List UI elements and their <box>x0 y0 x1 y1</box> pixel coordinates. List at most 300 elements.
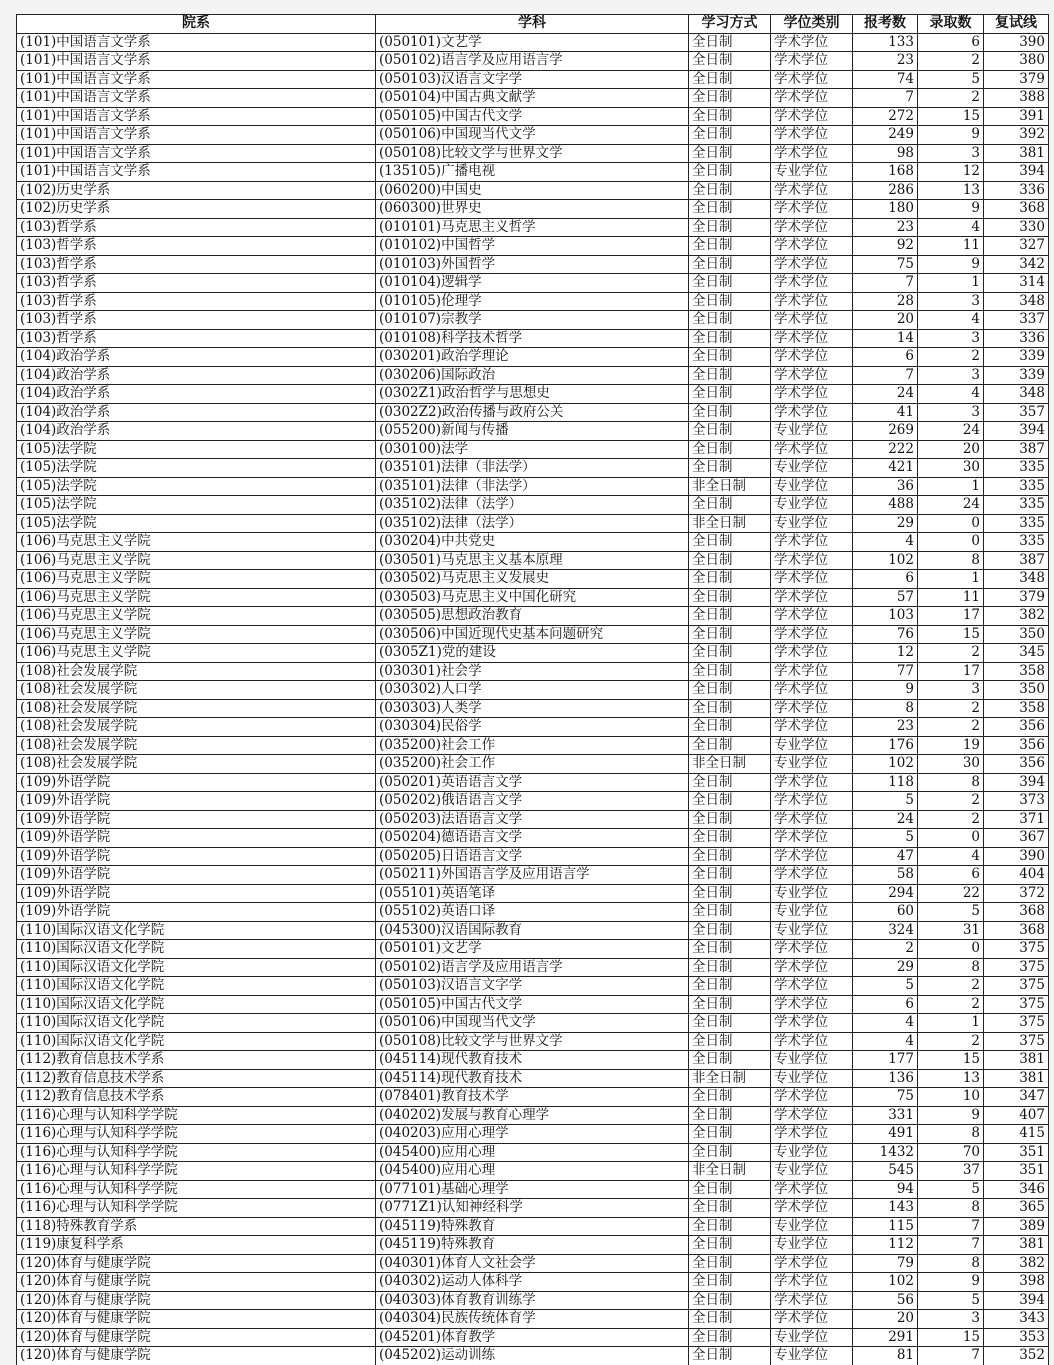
cell-applicants: 102 <box>853 1273 918 1292</box>
cell-degree-type: 学术学位 <box>771 329 853 348</box>
cell-cutoff: 387 <box>984 440 1049 459</box>
cell-subject: (030301)社会学 <box>376 662 689 681</box>
cell-degree-type: 专业学位 <box>771 903 853 922</box>
cell-cutoff: 368 <box>984 200 1049 219</box>
cell-applicants: 488 <box>853 496 918 515</box>
cell-admitted: 15 <box>918 1328 984 1347</box>
cell-degree-type: 学术学位 <box>771 107 853 126</box>
cell-subject: (035102)法律（法学） <box>376 514 689 533</box>
cell-cutoff: 404 <box>984 866 1049 885</box>
cell-subject: (050102)语言学及应用语言学 <box>376 958 689 977</box>
cell-department: (120)体育与健康学院 <box>17 1347 376 1365</box>
cell-degree-type: 专业学位 <box>771 477 853 496</box>
cell-department: (120)体育与健康学院 <box>17 1310 376 1329</box>
cell-cutoff: 358 <box>984 699 1049 718</box>
cell-applicants: 102 <box>853 755 918 774</box>
cell-degree-type: 学术学位 <box>771 1254 853 1273</box>
cell-department: (102)历史学系 <box>17 181 376 200</box>
cell-admitted: 4 <box>918 218 984 237</box>
cell-admitted: 22 <box>918 884 984 903</box>
cell-subject: (030304)民俗学 <box>376 718 689 737</box>
table-row <box>17 496 1049 515</box>
cell-applicants: 92 <box>853 237 918 256</box>
cell-department: (116)心理与认知科学学院 <box>17 1162 376 1181</box>
cell-department: (119)康复科学系 <box>17 1236 376 1255</box>
cell-cutoff: 356 <box>984 736 1049 755</box>
cell-applicants: 74 <box>853 70 918 89</box>
cell-applicants: 136 <box>853 1069 918 1088</box>
cell-cutoff: 375 <box>984 958 1049 977</box>
table-row <box>17 200 1049 219</box>
table-row <box>17 348 1049 367</box>
cell-degree-type: 学术学位 <box>771 237 853 256</box>
cell-applicants: 5 <box>853 977 918 996</box>
table-row <box>17 644 1049 663</box>
cell-department: (112)教育信息技术学系 <box>17 1069 376 1088</box>
cell-subject: (050205)日语语言文学 <box>376 847 689 866</box>
cell-applicants: 5 <box>853 792 918 811</box>
table-row <box>17 958 1049 977</box>
cell-study-mode: 全日制 <box>689 940 771 959</box>
cell-degree-type: 专业学位 <box>771 496 853 515</box>
cell-cutoff: 352 <box>984 1347 1049 1365</box>
cell-subject: (050105)中国古代文学 <box>376 107 689 126</box>
cell-subject: (045119)特殊教育 <box>376 1236 689 1255</box>
cell-subject: (045114)现代教育技术 <box>376 1051 689 1070</box>
cell-degree-type: 学术学位 <box>771 144 853 163</box>
cell-admitted: 30 <box>918 755 984 774</box>
cell-applicants: 112 <box>853 1236 918 1255</box>
cell-department: (105)法学院 <box>17 514 376 533</box>
cell-subject: (035101)法律（非法学） <box>376 477 689 496</box>
cell-subject: (0302Z1)政治哲学与思想史 <box>376 385 689 404</box>
table-row <box>17 995 1049 1014</box>
cell-degree-type: 学术学位 <box>771 977 853 996</box>
cell-degree-type: 专业学位 <box>771 422 853 441</box>
cell-department: (109)外语学院 <box>17 792 376 811</box>
cell-department: (110)国际汉语文化学院 <box>17 940 376 959</box>
cell-cutoff: 375 <box>984 1014 1049 1033</box>
cell-degree-type: 专业学位 <box>771 736 853 755</box>
cell-department: (110)国际汉语文化学院 <box>17 977 376 996</box>
cell-department: (104)政治学系 <box>17 422 376 441</box>
cell-admitted: 3 <box>918 681 984 700</box>
cell-department: (102)历史学系 <box>17 200 376 219</box>
cell-admitted: 3 <box>918 144 984 163</box>
cell-subject: (010108)科学技术哲学 <box>376 329 689 348</box>
cell-study-mode: 全日制 <box>689 1032 771 1051</box>
header-subject: 学科 <box>376 15 689 34</box>
cell-applicants: 269 <box>853 422 918 441</box>
cell-applicants: 4 <box>853 1014 918 1033</box>
cell-subject: (030506)中国近现代史基本问题研究 <box>376 625 689 644</box>
cell-cutoff: 373 <box>984 792 1049 811</box>
table-row <box>17 1328 1049 1347</box>
header-applicants: 报考数 <box>853 15 918 34</box>
cell-degree-type: 学术学位 <box>771 440 853 459</box>
cell-applicants: 249 <box>853 126 918 145</box>
table-row <box>17 1051 1049 1070</box>
cell-admitted: 1 <box>918 570 984 589</box>
cell-cutoff: 382 <box>984 1254 1049 1273</box>
cell-admitted: 4 <box>918 311 984 330</box>
cell-degree-type: 专业学位 <box>771 884 853 903</box>
cell-degree-type: 学术学位 <box>771 588 853 607</box>
table-row <box>17 144 1049 163</box>
cell-degree-type: 学术学位 <box>771 1310 853 1329</box>
cell-cutoff: 353 <box>984 1328 1049 1347</box>
cell-department: (101)中国语言文学系 <box>17 144 376 163</box>
cell-applicants: 94 <box>853 1180 918 1199</box>
cell-study-mode: 全日制 <box>689 866 771 885</box>
cell-subject: (030100)法学 <box>376 440 689 459</box>
cell-admitted: 9 <box>918 200 984 219</box>
table-row <box>17 588 1049 607</box>
cell-study-mode: 全日制 <box>689 274 771 293</box>
cell-admitted: 5 <box>918 1180 984 1199</box>
cell-study-mode: 全日制 <box>689 496 771 515</box>
table-row <box>17 403 1049 422</box>
cell-subject: (050211)外国语言学及应用语言学 <box>376 866 689 885</box>
cell-subject: (045400)应用心理 <box>376 1162 689 1181</box>
cell-admitted: 2 <box>918 348 984 367</box>
cell-cutoff: 351 <box>984 1162 1049 1181</box>
cell-admitted: 3 <box>918 1310 984 1329</box>
table-row <box>17 625 1049 644</box>
cell-cutoff: 350 <box>984 681 1049 700</box>
cell-cutoff: 335 <box>984 514 1049 533</box>
cell-cutoff: 394 <box>984 163 1049 182</box>
table-row <box>17 977 1049 996</box>
cell-degree-type: 专业学位 <box>771 1217 853 1236</box>
cell-study-mode: 全日制 <box>689 1291 771 1310</box>
cell-applicants: 180 <box>853 200 918 219</box>
cell-cutoff: 381 <box>984 1236 1049 1255</box>
cell-degree-type: 学术学位 <box>771 866 853 885</box>
cell-admitted: 3 <box>918 329 984 348</box>
cell-admitted: 11 <box>918 588 984 607</box>
cell-subject: (050202)俄语语言文学 <box>376 792 689 811</box>
cell-cutoff: 327 <box>984 237 1049 256</box>
cell-applicants: 331 <box>853 1106 918 1125</box>
cell-admitted: 15 <box>918 625 984 644</box>
cell-admitted: 7 <box>918 1236 984 1255</box>
cell-cutoff: 375 <box>984 940 1049 959</box>
cell-applicants: 177 <box>853 1051 918 1070</box>
cell-department: (106)马克思主义学院 <box>17 533 376 552</box>
cell-admitted: 13 <box>918 181 984 200</box>
table-row <box>17 1199 1049 1218</box>
cell-study-mode: 全日制 <box>689 403 771 422</box>
cell-admitted: 1 <box>918 1014 984 1033</box>
table-row <box>17 33 1049 52</box>
cell-admitted: 0 <box>918 514 984 533</box>
cell-department: (109)外语学院 <box>17 810 376 829</box>
cell-subject: (050101)文艺学 <box>376 940 689 959</box>
cell-admitted: 17 <box>918 607 984 626</box>
table-row <box>17 163 1049 182</box>
cell-degree-type: 学术学位 <box>771 644 853 663</box>
cell-applicants: 14 <box>853 329 918 348</box>
cell-cutoff: 365 <box>984 1199 1049 1218</box>
cell-admitted: 2 <box>918 699 984 718</box>
cell-applicants: 20 <box>853 311 918 330</box>
cell-degree-type: 学术学位 <box>771 829 853 848</box>
cell-subject: (010104)逻辑学 <box>376 274 689 293</box>
cell-degree-type: 专业学位 <box>771 163 853 182</box>
cell-cutoff: 394 <box>984 773 1049 792</box>
cell-subject: (045202)运动训练 <box>376 1347 689 1365</box>
cell-cutoff: 407 <box>984 1106 1049 1125</box>
cell-admitted: 2 <box>918 810 984 829</box>
table-row <box>17 1032 1049 1051</box>
cell-degree-type: 学术学位 <box>771 403 853 422</box>
cell-subject: (010103)外国哲学 <box>376 255 689 274</box>
cell-applicants: 75 <box>853 255 918 274</box>
cell-study-mode: 全日制 <box>689 366 771 385</box>
cell-subject: (030502)马克思主义发展史 <box>376 570 689 589</box>
cell-subject: (050201)英语语言文学 <box>376 773 689 792</box>
table-row <box>17 440 1049 459</box>
cell-applicants: 57 <box>853 588 918 607</box>
table-row <box>17 237 1049 256</box>
cell-department: (112)教育信息技术学系 <box>17 1051 376 1070</box>
table-row <box>17 1254 1049 1273</box>
cell-study-mode: 非全日制 <box>689 755 771 774</box>
cell-department: (116)心理与认知科学学院 <box>17 1125 376 1144</box>
cell-cutoff: 394 <box>984 1291 1049 1310</box>
cell-subject: (050102)语言学及应用语言学 <box>376 52 689 71</box>
cell-department: (104)政治学系 <box>17 366 376 385</box>
cell-study-mode: 全日制 <box>689 1125 771 1144</box>
cell-degree-type: 学术学位 <box>771 33 853 52</box>
table-row <box>17 274 1049 293</box>
table-row <box>17 773 1049 792</box>
cell-applicants: 118 <box>853 773 918 792</box>
cell-study-mode: 全日制 <box>689 625 771 644</box>
cell-degree-type: 学术学位 <box>771 718 853 737</box>
cell-cutoff: 337 <box>984 311 1049 330</box>
cell-degree-type: 学术学位 <box>771 533 853 552</box>
cell-admitted: 8 <box>918 1125 984 1144</box>
table-row <box>17 533 1049 552</box>
cell-cutoff: 345 <box>984 644 1049 663</box>
cell-cutoff: 343 <box>984 1310 1049 1329</box>
cell-cutoff: 335 <box>984 533 1049 552</box>
cell-study-mode: 全日制 <box>689 847 771 866</box>
cell-degree-type: 学术学位 <box>771 311 853 330</box>
cell-cutoff: 390 <box>984 847 1049 866</box>
table-row <box>17 662 1049 681</box>
cell-study-mode: 全日制 <box>689 181 771 200</box>
cell-department: (109)外语学院 <box>17 884 376 903</box>
cell-subject: (030204)中共党史 <box>376 533 689 552</box>
cell-subject: (030303)人类学 <box>376 699 689 718</box>
cell-subject: (010105)伦理学 <box>376 292 689 311</box>
cell-applicants: 222 <box>853 440 918 459</box>
cell-degree-type: 学术学位 <box>771 681 853 700</box>
cell-admitted: 8 <box>918 1254 984 1273</box>
cell-applicants: 421 <box>853 459 918 478</box>
cell-subject: (045114)现代教育技术 <box>376 1069 689 1088</box>
cell-admitted: 10 <box>918 1088 984 1107</box>
cell-cutoff: 347 <box>984 1088 1049 1107</box>
cell-admitted: 8 <box>918 958 984 977</box>
table-row <box>17 218 1049 237</box>
cell-subject: (078401)教育技术学 <box>376 1088 689 1107</box>
cell-cutoff: 339 <box>984 366 1049 385</box>
cell-admitted: 15 <box>918 1051 984 1070</box>
cell-cutoff: 356 <box>984 718 1049 737</box>
cell-subject: (050106)中国现当代文学 <box>376 126 689 145</box>
cell-department: (108)社会发展学院 <box>17 699 376 718</box>
table-row <box>17 1143 1049 1162</box>
cell-applicants: 7 <box>853 89 918 108</box>
cell-applicants: 20 <box>853 1310 918 1329</box>
table-row <box>17 810 1049 829</box>
cell-study-mode: 非全日制 <box>689 477 771 496</box>
cell-admitted: 1 <box>918 477 984 496</box>
cell-department: (105)法学院 <box>17 477 376 496</box>
cell-study-mode: 全日制 <box>689 70 771 89</box>
cell-cutoff: 388 <box>984 89 1049 108</box>
cell-department: (110)国际汉语文化学院 <box>17 921 376 940</box>
cell-subject: (050103)汉语言文字学 <box>376 70 689 89</box>
cell-subject: (050203)法语语言文学 <box>376 810 689 829</box>
cell-department: (110)国际汉语文化学院 <box>17 1014 376 1033</box>
cell-study-mode: 全日制 <box>689 255 771 274</box>
table-row <box>17 1125 1049 1144</box>
cell-applicants: 7 <box>853 274 918 293</box>
cell-degree-type: 学术学位 <box>771 348 853 367</box>
cell-subject: (035200)社会工作 <box>376 755 689 774</box>
header-row <box>17 15 1049 34</box>
table-row <box>17 89 1049 108</box>
cell-department: (103)哲学系 <box>17 292 376 311</box>
table-row <box>17 607 1049 626</box>
cell-department: (101)中国语言文学系 <box>17 126 376 145</box>
cell-subject: (040302)运动人体科学 <box>376 1273 689 1292</box>
cell-department: (101)中国语言文学系 <box>17 52 376 71</box>
cell-degree-type: 学术学位 <box>771 218 853 237</box>
cell-admitted: 17 <box>918 662 984 681</box>
cell-admitted: 3 <box>918 403 984 422</box>
cell-subject: (045201)体育教学 <box>376 1328 689 1347</box>
cell-subject: (050101)文艺学 <box>376 33 689 52</box>
cell-study-mode: 全日制 <box>689 1217 771 1236</box>
cell-department: (104)政治学系 <box>17 385 376 404</box>
cell-department: (120)体育与健康学院 <box>17 1328 376 1347</box>
table-row <box>17 755 1049 774</box>
cell-study-mode: 全日制 <box>689 1180 771 1199</box>
cell-department: (105)法学院 <box>17 459 376 478</box>
cell-applicants: 58 <box>853 866 918 885</box>
cell-study-mode: 全日制 <box>689 644 771 663</box>
cell-subject: (060200)中国史 <box>376 181 689 200</box>
cell-admitted: 2 <box>918 718 984 737</box>
table-row <box>17 459 1049 478</box>
cell-department: (108)社会发展学院 <box>17 718 376 737</box>
cell-degree-type: 专业学位 <box>771 1162 853 1181</box>
cell-degree-type: 学术学位 <box>771 1032 853 1051</box>
table-row <box>17 718 1049 737</box>
cell-subject: (050104)中国古典文献学 <box>376 89 689 108</box>
cell-subject: (035200)社会工作 <box>376 736 689 755</box>
cell-admitted: 13 <box>918 1069 984 1088</box>
cell-department: (110)国际汉语文化学院 <box>17 1032 376 1051</box>
cell-degree-type: 学术学位 <box>771 940 853 959</box>
cell-subject: (040301)体育人文社会学 <box>376 1254 689 1273</box>
cell-department: (103)哲学系 <box>17 237 376 256</box>
cell-admitted: 2 <box>918 995 984 1014</box>
cell-study-mode: 全日制 <box>689 736 771 755</box>
cell-degree-type: 专业学位 <box>771 1328 853 1347</box>
cell-degree-type: 学术学位 <box>771 958 853 977</box>
cell-department: (103)哲学系 <box>17 274 376 293</box>
cell-admitted: 2 <box>918 977 984 996</box>
cell-degree-type: 学术学位 <box>771 1106 853 1125</box>
cell-applicants: 41 <box>853 403 918 422</box>
header-admitted: 录取数 <box>918 15 984 34</box>
cell-subject: (030302)人口学 <box>376 681 689 700</box>
cell-department: (103)哲学系 <box>17 329 376 348</box>
cell-degree-type: 学术学位 <box>771 1088 853 1107</box>
cell-study-mode: 全日制 <box>689 921 771 940</box>
cell-admitted: 2 <box>918 89 984 108</box>
cell-degree-type: 学术学位 <box>771 551 853 570</box>
cell-department: (106)马克思主义学院 <box>17 570 376 589</box>
cell-subject: (050106)中国现当代文学 <box>376 1014 689 1033</box>
cell-cutoff: 314 <box>984 274 1049 293</box>
cell-study-mode: 全日制 <box>689 1088 771 1107</box>
cell-study-mode: 非全日制 <box>689 1162 771 1181</box>
cell-applicants: 1432 <box>853 1143 918 1162</box>
cell-department: (108)社会发展学院 <box>17 681 376 700</box>
cell-subject: (060300)世界史 <box>376 200 689 219</box>
cell-admitted: 6 <box>918 33 984 52</box>
cell-department: (101)中国语言文学系 <box>17 70 376 89</box>
cell-subject: (050108)比较文学与世界文学 <box>376 144 689 163</box>
cell-applicants: 286 <box>853 181 918 200</box>
cell-degree-type: 专业学位 <box>771 1069 853 1088</box>
cell-study-mode: 全日制 <box>689 422 771 441</box>
cell-degree-type: 专业学位 <box>771 1143 853 1162</box>
cell-applicants: 4 <box>853 1032 918 1051</box>
table-row <box>17 681 1049 700</box>
cell-subject: (040303)体育教育训练学 <box>376 1291 689 1310</box>
cell-degree-type: 学术学位 <box>771 1014 853 1033</box>
cell-study-mode: 全日制 <box>689 89 771 108</box>
cell-admitted: 0 <box>918 829 984 848</box>
cell-admitted: 24 <box>918 422 984 441</box>
cell-applicants: 168 <box>853 163 918 182</box>
cell-degree-type: 专业学位 <box>771 755 853 774</box>
cell-study-mode: 全日制 <box>689 662 771 681</box>
cell-subject: (035102)法律（法学） <box>376 496 689 515</box>
cell-department: (104)政治学系 <box>17 403 376 422</box>
cell-degree-type: 学术学位 <box>771 773 853 792</box>
cell-department: (110)国际汉语文化学院 <box>17 958 376 977</box>
cell-cutoff: 335 <box>984 477 1049 496</box>
cell-admitted: 5 <box>918 903 984 922</box>
cell-study-mode: 全日制 <box>689 884 771 903</box>
cell-cutoff: 336 <box>984 181 1049 200</box>
cell-department: (112)教育信息技术学系 <box>17 1088 376 1107</box>
cell-admitted: 9 <box>918 1106 984 1125</box>
cell-degree-type: 专业学位 <box>771 459 853 478</box>
cell-study-mode: 全日制 <box>689 773 771 792</box>
cell-degree-type: 学术学位 <box>771 200 853 219</box>
